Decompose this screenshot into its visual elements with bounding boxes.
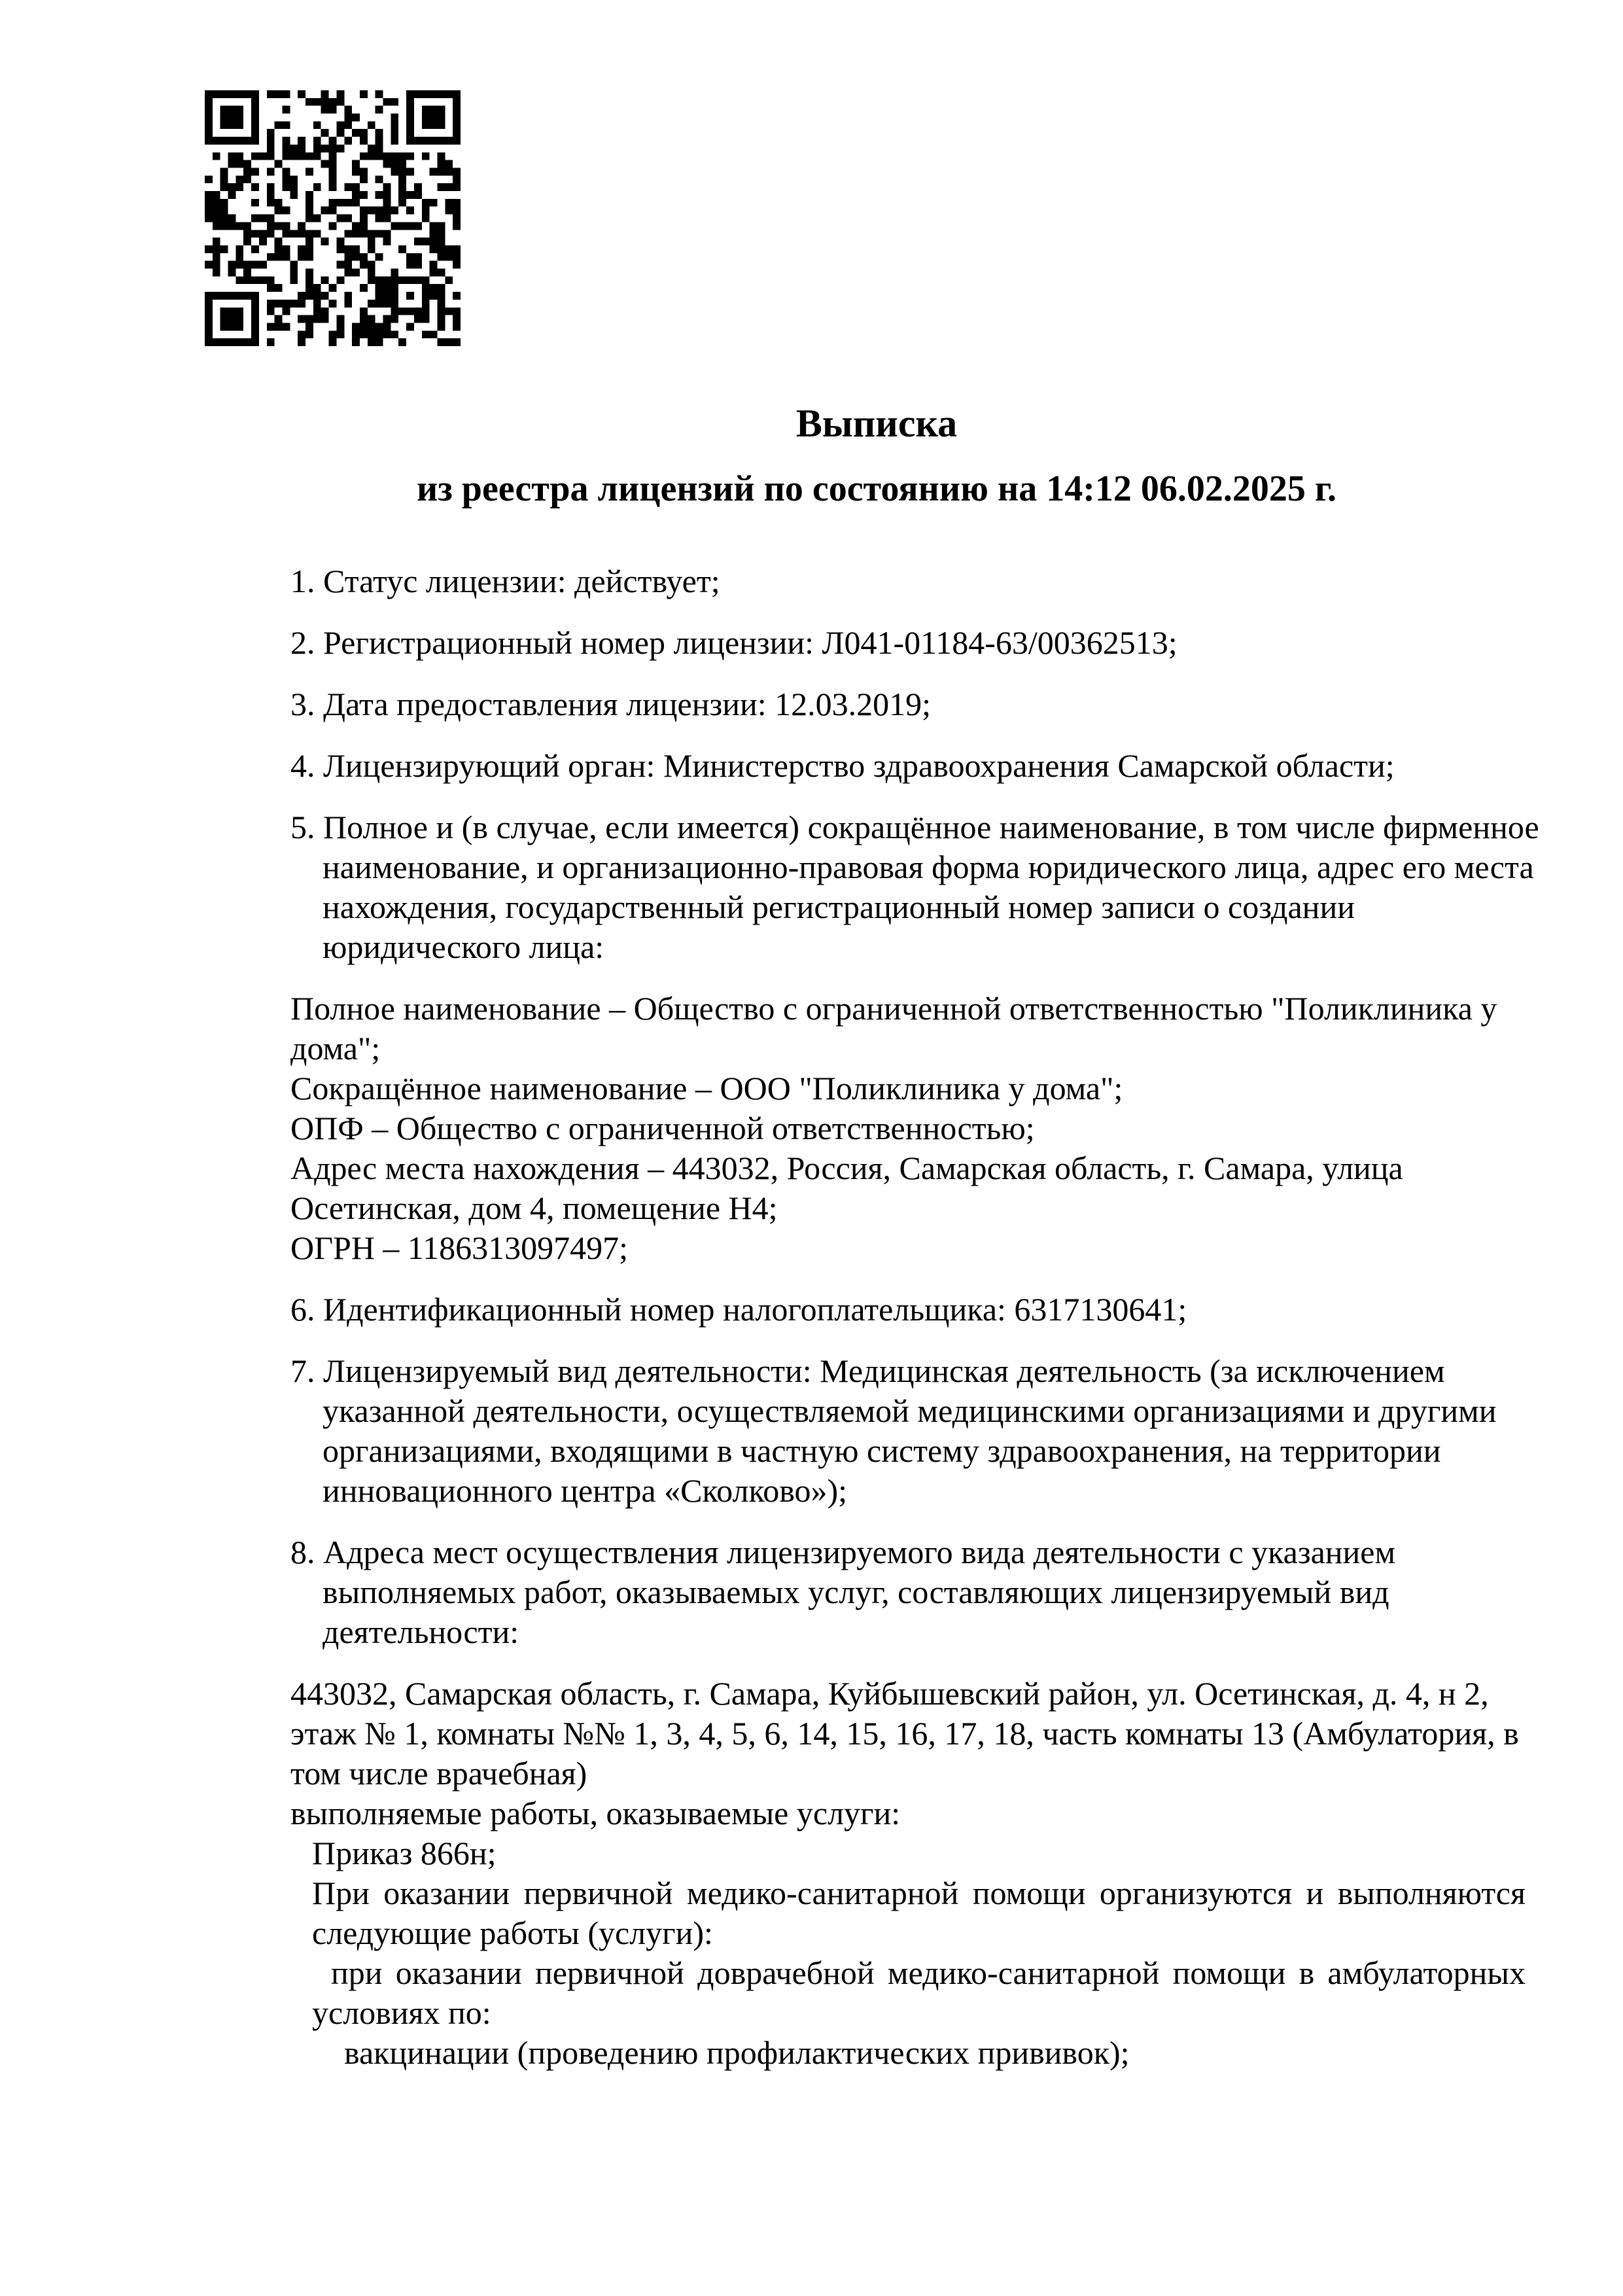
text-line: нахождения, государственный регистрационный номер записи о создании [323, 889, 1355, 925]
works-services-header: выполняемые работы, оказываемые услуги: [290, 1795, 901, 1831]
item-2-registration-number: 2. Регистрационный номер лицензии: Л041-01184-63/00362513; [290, 624, 1178, 661]
org-full-name: Полное наименование – Общество с ограниченной ответственностью "Поликлиника у [290, 990, 1497, 1027]
activity-address-2: этаж № 1, комнаты №№ 1, 3, 4, 5, 6, 14, 15, 16, 17, 18, часть комнаты 13 (Амбулатория, в [290, 1715, 1519, 1752]
text-line: 7. Лицензируемый вид деятельности: Медицинская деятельность (за исключением [290, 1352, 1445, 1389]
org-full-name-end: дома"; [290, 1030, 381, 1067]
item-8-activity-addresses [290, 1532, 1526, 1652]
text-line: юридического лица: [323, 928, 604, 965]
org-short-name: Сокращённое наименование – ООО "Поликлиника у дома"; [290, 1070, 1123, 1106]
item-7-licensed-activity [290, 1351, 1526, 1511]
text-line: наименование, и организационно-правовая форма юридического лица, адрес его места [323, 849, 1534, 885]
text-line: указанной деятельности, осуществляемой медицинскими организациями и другими [323, 1392, 1497, 1429]
order-866n: Приказ 866н; [312, 1835, 497, 1871]
text-line: выполняемых работ, оказываемых услуг, составляющих лицензируемый вид [323, 1574, 1389, 1610]
item-4-licensing-authority: 4. Лицензирующий орган: Министерство здравоохранения Самарской области; [290, 747, 1395, 784]
org-ogrn: ОГРН – 1186313097497; [290, 1229, 628, 1266]
prehospital-care: при оказании первичной доврачебной медико-санитарной помощи в амбулаторных [331, 1954, 1526, 1991]
primary-care-works: При оказании первичной медико-санитарной помощи организуются и выполняются [312, 1875, 1526, 1911]
text-line: организациями, входящими в частную систему здравоохранения, на территории [323, 1432, 1441, 1469]
item-1-license-status: 1. Статус лицензии: действует; [290, 563, 720, 599]
text-line: 8. Адреса мест осуществления лицензируемого вида деятельности с указанием [290, 1534, 1396, 1570]
item-6-taxpayer-number: 6. Идентификационный номер налогоплательщика: 6317130641; [290, 1291, 1187, 1328]
item-3-grant-date: 3. Дата предоставления лицензии: 12.03.2019; [290, 686, 932, 722]
document-body [290, 400, 1539, 2073]
activity-address-3: том числе врачебная) [290, 1755, 587, 1792]
org-details-block [290, 989, 1526, 1268]
text-line: инновационного центра «Сколково»); [323, 1472, 848, 1509]
text-line: деятельности: [323, 1614, 519, 1650]
text-line: 5. Полное и (в случае, если имеется) сокращённое наименование, в том числе фирменное [290, 809, 1539, 845]
activity-address: 443032, Самарская область, г. Самара, Куйбышевский район, ул. Осетинская, д. 4, н 2, [290, 1675, 1489, 1712]
org-address-end: Осетинская, дом 4, помещение Н4; [290, 1190, 778, 1226]
document-title: Выписка [795, 402, 958, 445]
vaccination-service: вакцинации (проведению профилактических прививок); [344, 2034, 1130, 2071]
document-title-block [290, 400, 1463, 512]
org-address: Адрес места нахождения – 443032, Россия, Самарская область, г. Самара, улица [290, 1150, 1403, 1186]
item-5-legal-entity-names [290, 807, 1539, 967]
prehospital-care-end: условиях по: [312, 1994, 491, 2031]
qr-code-icon [205, 90, 461, 346]
activity-details-block [290, 1674, 1526, 2073]
org-legal-form: ОПФ – Общество с ограниченной ответственностью; [290, 1110, 1035, 1146]
document-subtitle: из реестра лицензий по состоянию на 14:12 06.02.2025 г. [417, 468, 1336, 509]
primary-care-works-end: следующие работы (услуги): [312, 1915, 713, 1951]
